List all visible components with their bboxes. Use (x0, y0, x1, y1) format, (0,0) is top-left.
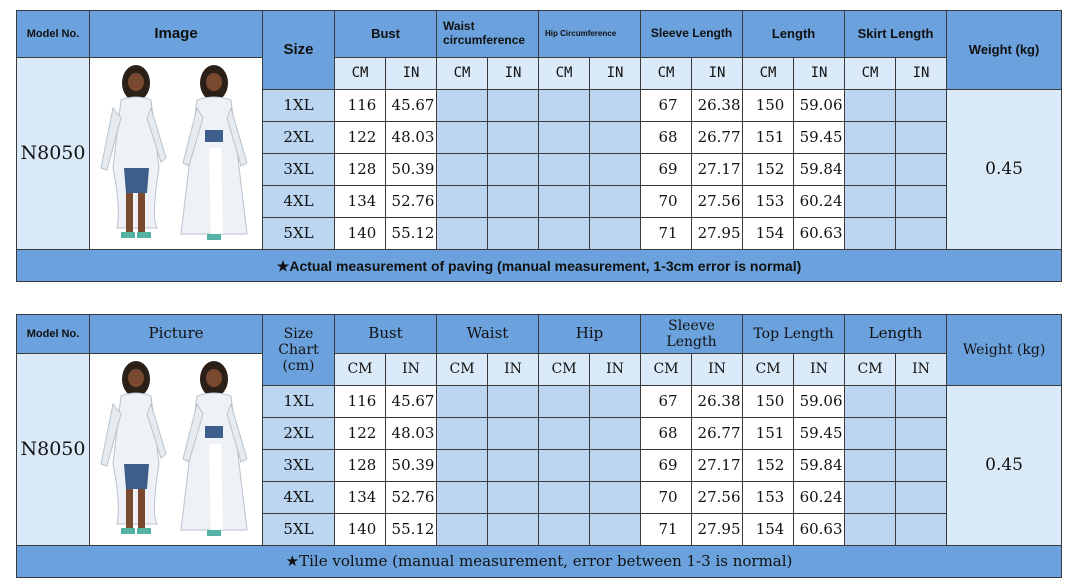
bust-in-cell: 50.39 (386, 450, 437, 482)
length-cm-label: CM (845, 354, 896, 386)
weight-value: 0.45 (947, 386, 1062, 546)
bust-cm-label: CM (335, 354, 386, 386)
sleeve-in-cell: 27.95 (692, 218, 743, 250)
empty-cell (896, 90, 947, 122)
sleeve-in-label: IN (692, 354, 743, 386)
empty-cell (845, 90, 896, 122)
empty-cell (896, 386, 947, 418)
waist-header: Waist (437, 315, 539, 354)
empty-cell (437, 122, 488, 154)
bust-cm-cell: 116 (335, 90, 386, 122)
sleeve-cm-cell: 71 (641, 514, 692, 546)
bust-in-cell: 48.03 (386, 418, 437, 450)
empty-cell (896, 122, 947, 154)
empty-cell (488, 154, 539, 186)
length-cm-cell: 152 (743, 154, 794, 186)
waist-in-label: IN (488, 58, 539, 90)
empty-cell (590, 482, 641, 514)
empty-cell (488, 186, 539, 218)
size-cell: 4XL (263, 186, 335, 218)
empty-cell (845, 386, 896, 418)
top-length-in-label: IN (794, 354, 845, 386)
empty-cell (539, 450, 590, 482)
empty-cell (845, 218, 896, 250)
empty-cell (590, 122, 641, 154)
size-cell: 1XL (263, 386, 335, 418)
empty-cell (539, 482, 590, 514)
hip-header: Hip (539, 315, 641, 354)
sleeve-in-cell: 26.38 (692, 90, 743, 122)
top-length-in-cell: 59.84 (794, 450, 845, 482)
size-cell: 2XL (263, 122, 335, 154)
bust-in-cell: 50.39 (386, 154, 437, 186)
waist-header: Waist circumference (437, 11, 539, 58)
top-length-cm-cell: 153 (743, 482, 794, 514)
empty-cell (896, 450, 947, 482)
empty-cell (488, 122, 539, 154)
size-cell: 4XL (263, 482, 335, 514)
size-cell: 2XL (263, 418, 335, 450)
empty-cell (437, 482, 488, 514)
empty-cell (845, 450, 896, 482)
bust-cm-cell: 122 (335, 122, 386, 154)
length-in-label: IN (794, 58, 845, 90)
product-image (90, 354, 263, 546)
empty-cell (845, 418, 896, 450)
hip-cm-label: CM (539, 58, 590, 90)
empty-cell (539, 186, 590, 218)
model-photo-dress-icon (91, 58, 261, 244)
empty-cell (539, 90, 590, 122)
sleeve-in-cell: 27.17 (692, 154, 743, 186)
skirt-length-header: Skirt Length (845, 11, 947, 58)
length-cm-cell: 151 (743, 122, 794, 154)
empty-cell (437, 90, 488, 122)
empty-cell (437, 450, 488, 482)
sleeve-in-cell: 27.56 (692, 186, 743, 218)
sleeve-cm-cell: 69 (641, 450, 692, 482)
sleeve-in-cell: 27.17 (692, 450, 743, 482)
skirt-cm-label: CM (845, 58, 896, 90)
top-length-cm-cell: 150 (743, 386, 794, 418)
empty-cell (539, 386, 590, 418)
size-cell: 5XL (263, 514, 335, 546)
length-cm-cell: 150 (743, 90, 794, 122)
bust-in-cell: 55.12 (386, 514, 437, 546)
bust-in-cell: 52.76 (386, 482, 437, 514)
top-length-cm-cell: 154 (743, 514, 794, 546)
model-no-header: Model No. (17, 11, 90, 58)
empty-cell (488, 418, 539, 450)
weight-value: 0.45 (947, 90, 1062, 250)
length-in-cell: 60.63 (794, 218, 845, 250)
image-header: Image (90, 11, 263, 58)
size-chart-header: Size Chart (cm) (263, 315, 335, 386)
measurement-note: ★Tile volume (manual measurement, error between 1-3 is normal) (17, 546, 1062, 578)
sleeve-in-cell: 26.77 (692, 418, 743, 450)
bust-cm-cell: 128 (335, 450, 386, 482)
sleeve-cm-cell: 70 (641, 186, 692, 218)
empty-cell (539, 218, 590, 250)
sleeve-cm-label: CM (641, 354, 692, 386)
weight-header: Weight (kg) (947, 11, 1062, 90)
model-photo-dress-icon (91, 354, 261, 540)
empty-cell (896, 482, 947, 514)
sleeve-cm-cell: 69 (641, 154, 692, 186)
size-table-2 (16, 314, 1062, 578)
empty-cell (590, 90, 641, 122)
sleeve-in-cell: 27.95 (692, 514, 743, 546)
waist-in-label: IN (488, 354, 539, 386)
empty-cell (590, 218, 641, 250)
sleeve-cm-label: CM (641, 58, 692, 90)
sleeve-cm-cell: 67 (641, 90, 692, 122)
bust-cm-cell: 116 (335, 386, 386, 418)
model-number: N8050 (17, 58, 90, 250)
empty-cell (590, 386, 641, 418)
empty-cell (845, 186, 896, 218)
bust-cm-cell: 122 (335, 418, 386, 450)
empty-cell (896, 218, 947, 250)
empty-cell (437, 386, 488, 418)
empty-cell (590, 186, 641, 218)
top-length-in-cell: 60.63 (794, 514, 845, 546)
sleeve-in-label: IN (692, 58, 743, 90)
waist-cm-label: CM (437, 58, 488, 90)
sleeve-cm-cell: 68 (641, 418, 692, 450)
empty-cell (896, 186, 947, 218)
length-in-cell: 59.06 (794, 90, 845, 122)
empty-cell (437, 218, 488, 250)
size-table-1 (16, 10, 1062, 282)
size-cell: 1XL (263, 90, 335, 122)
bust-in-cell: 48.03 (386, 122, 437, 154)
empty-cell (488, 218, 539, 250)
empty-cell (437, 514, 488, 546)
length-cm-cell: 154 (743, 218, 794, 250)
size-cell: 3XL (263, 450, 335, 482)
empty-cell (539, 154, 590, 186)
top-length-cm-cell: 151 (743, 418, 794, 450)
empty-cell (896, 418, 947, 450)
sleeve-length-header: Sleeve Length (641, 11, 743, 58)
picture-header: Picture (90, 315, 263, 354)
model-no-header: Model No. (17, 315, 90, 354)
empty-cell (488, 386, 539, 418)
empty-cell (488, 482, 539, 514)
empty-cell (590, 154, 641, 186)
empty-cell (488, 450, 539, 482)
bust-in-label: IN (386, 58, 437, 90)
bust-cm-label: CM (335, 58, 386, 90)
size-header: Size (263, 11, 335, 90)
empty-cell (437, 186, 488, 218)
sleeve-in-cell: 26.38 (692, 386, 743, 418)
length-in-label: IN (896, 354, 947, 386)
length-in-cell: 59.84 (794, 154, 845, 186)
sleeve-cm-cell: 68 (641, 122, 692, 154)
size-cell: 3XL (263, 154, 335, 186)
empty-cell (845, 154, 896, 186)
bust-header: Bust (335, 315, 437, 354)
top-length-cm-cell: 152 (743, 450, 794, 482)
empty-cell (896, 154, 947, 186)
bust-cm-cell: 134 (335, 186, 386, 218)
length-header: Length (845, 315, 947, 354)
empty-cell (488, 514, 539, 546)
bust-in-cell: 45.67 (386, 90, 437, 122)
top-length-in-cell: 59.06 (794, 386, 845, 418)
top-length-header: Top Length (743, 315, 845, 354)
bust-cm-cell: 134 (335, 482, 386, 514)
empty-cell (845, 482, 896, 514)
empty-cell (845, 514, 896, 546)
bust-cm-cell: 140 (335, 218, 386, 250)
length-in-cell: 59.45 (794, 122, 845, 154)
hip-header: Hip Circumference (539, 11, 641, 58)
empty-cell (437, 154, 488, 186)
bust-header: Bust (335, 11, 437, 58)
empty-cell (590, 514, 641, 546)
model-number: N8050 (17, 354, 90, 546)
bust-cm-cell: 128 (335, 154, 386, 186)
bust-in-cell: 55.12 (386, 218, 437, 250)
sleeve-length-header: Sleeve Length (641, 315, 743, 354)
bust-cm-cell: 140 (335, 514, 386, 546)
hip-cm-label: CM (539, 354, 590, 386)
empty-cell (590, 418, 641, 450)
empty-cell (845, 122, 896, 154)
bust-in-cell: 45.67 (386, 386, 437, 418)
size-cell: 5XL (263, 218, 335, 250)
length-header: Length (743, 11, 845, 58)
product-image (90, 58, 263, 250)
empty-cell (437, 418, 488, 450)
sleeve-cm-cell: 67 (641, 386, 692, 418)
bust-in-cell: 52.76 (386, 186, 437, 218)
skirt-in-label: IN (896, 58, 947, 90)
measurement-note: ★Actual measurement of paving (manual measurement, 1-3cm error is normal) (17, 250, 1062, 282)
sleeve-cm-cell: 70 (641, 482, 692, 514)
weight-header: Weight (kg) (947, 315, 1062, 386)
top-length-in-cell: 59.45 (794, 418, 845, 450)
hip-in-label: IN (590, 58, 641, 90)
sleeve-cm-cell: 71 (641, 218, 692, 250)
empty-cell (539, 514, 590, 546)
length-cm-cell: 153 (743, 186, 794, 218)
empty-cell (896, 514, 947, 546)
bust-in-label: IN (386, 354, 437, 386)
sleeve-in-cell: 27.56 (692, 482, 743, 514)
empty-cell (539, 122, 590, 154)
hip-in-label: IN (590, 354, 641, 386)
empty-cell (488, 90, 539, 122)
length-in-cell: 60.24 (794, 186, 845, 218)
length-cm-label: CM (743, 58, 794, 90)
top-length-in-cell: 60.24 (794, 482, 845, 514)
empty-cell (590, 450, 641, 482)
sleeve-in-cell: 26.77 (692, 122, 743, 154)
empty-cell (539, 418, 590, 450)
waist-cm-label: CM (437, 354, 488, 386)
top-length-cm-label: CM (743, 354, 794, 386)
